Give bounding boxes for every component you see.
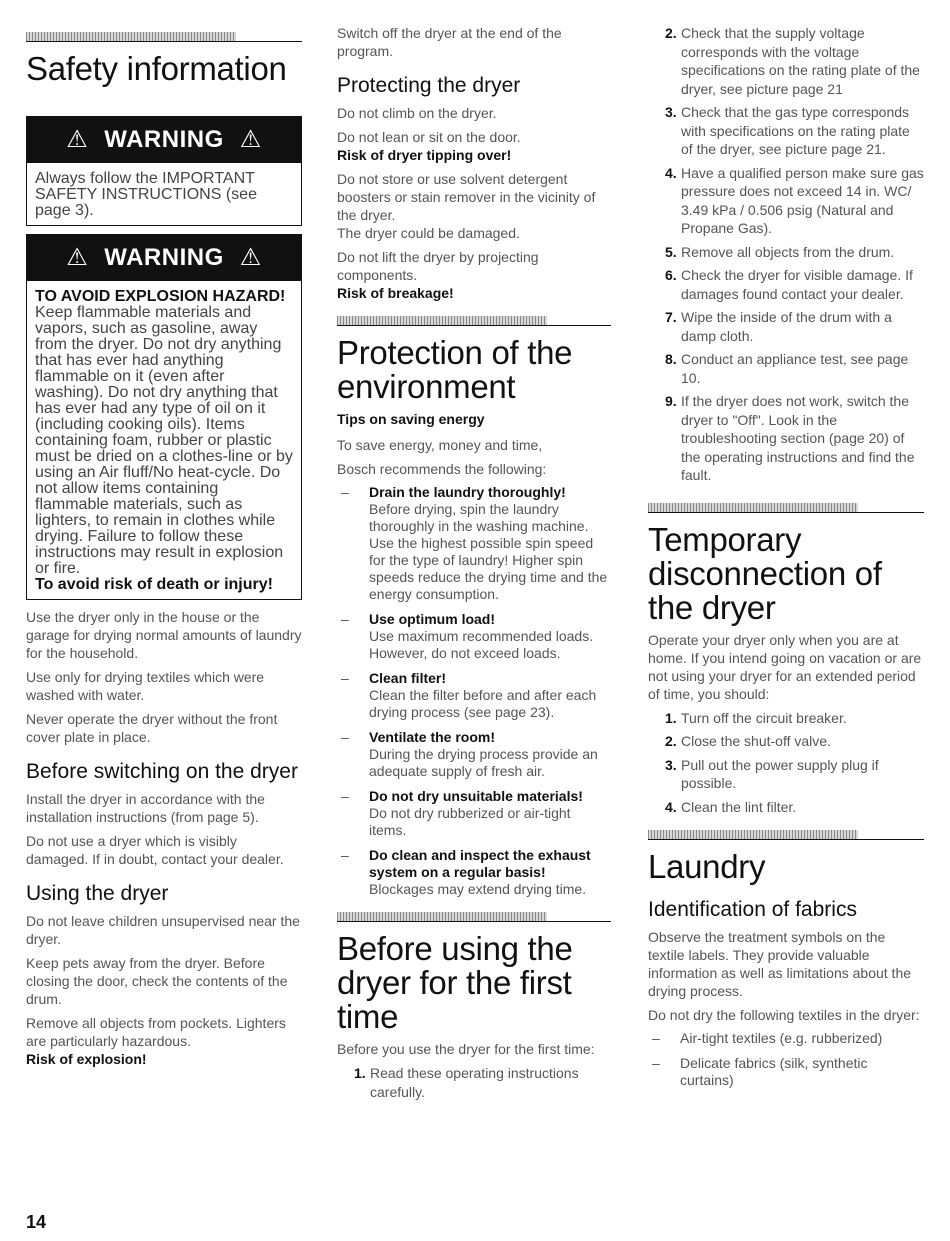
step-number: 4. [665,798,677,815]
tip-text: During the drying process provide an adequate supply of fresh air. [369,746,598,779]
step-item [648,392,924,485]
energy-tip-item [337,484,611,603]
warning-header [27,235,301,281]
tip-text: Before drying, spin the laundry thoroughly in the washing machine. Use the highest possible spin speed for the type of laundry! Higher spin speeds reduce the drying time and the energy consumption. [369,501,608,602]
step-number: 8. [665,351,677,367]
paragraph: Do not leave children unsupervised near the dryer. [26,913,300,947]
column-right [648,24,924,1097]
step-text: Wipe the inside of the drum with a damp cloth. [681,309,892,344]
fabric-list [648,1030,924,1089]
paragraph: The dryer could be damaged. [337,225,520,241]
tip-text: Blockages may extend drying time. [369,881,587,897]
step-text: Conduct an appliance test, see page 10. [681,351,909,386]
step-text: Clean the lint filter. [681,798,797,815]
step-item [648,709,924,728]
step-number: 2. [665,25,677,41]
heading-identification-of-fabrics: Identification of fabrics [648,898,857,921]
warning-content: Keep flammable materials and vapors, such as gasoline, away from the dryer. Do not dry anything that has ever had anything flammable on it (even after washing). Do not dry anything that has ever had any type of oil on it (including cooking oils). Items containing foam, rubber or plastic must be dried on a clothes-line or by using an Air fluff/No heat-cycle. Do not allow items containing flammable materials, such as lighters, to remain in clothes while drying. Failure to follow these instructions may result in explosion or fire. [35,304,293,577]
step-text: Close the shut-off valve. [681,733,831,749]
warning-label: WARNING [104,126,224,153]
title-laundry: Laundry [648,848,766,885]
step-item [648,798,924,817]
page-number: 14 [26,1212,47,1232]
warning-triangle-icon: ⚠ [66,126,89,153]
warning-text: Always follow the IMPORTANT SAFETY INSTRUCTIONS (see page 3). [35,170,257,219]
dash-bullet: – [652,1055,660,1071]
risk-note: Risk of breakage! [337,285,454,301]
tip-title: Do clean and inspect the exhaust system on a regular basis! [369,847,591,880]
step-item [648,24,924,98]
paragraph: Do not use a dryer which is visibly damaged. If in doubt, contact your dealer. [26,833,284,867]
heading-protecting-the-dryer: Protecting the dryer [337,74,521,97]
step-item [648,756,924,793]
paragraph: Do not store or use solvent detergent boosters or stain remover in the vicinity of the dryer. [337,171,596,223]
step-item [648,350,924,387]
paragraph: Observe the treatment symbols on the textile labels. They provide valuable information as well as limitations about the drying process. [648,929,912,999]
paragraph: Use only for drying textiles which were washed with water. [26,669,265,703]
step-number: 2. [665,733,677,749]
step-number: 3. [665,104,677,120]
title-temporary-disconnection: Temporary disconnection of the dryer [648,520,882,626]
step-text: If the dryer does not work, switch the dryer to "Off". Look in the troubleshooting section (page 20) of the operating instructions and find the fault. [681,393,915,483]
step-text: Check the dryer for visible damage. If damages found contact your dealer. [681,267,913,302]
step-text: Check that the gas type corresponds with specifications on the rating plate of the dryer, see picture page 21. [681,104,910,157]
paragraph: Do not lean or sit on the door. [337,129,521,145]
paragraph: Bosch recommends the following: [337,461,547,477]
warning-body [27,281,301,599]
disconnection-steps [648,709,924,817]
tip-title: Clean filter! [369,670,447,686]
dash-bullet: – [341,729,349,745]
step-item [648,308,924,345]
step-number: 9. [665,393,677,409]
fabric-text: Air-tight textiles (e.g. rubberized) [680,1030,883,1046]
energy-tip-item [337,611,611,662]
step-text: Check that the supply voltage corresponds with the voltage specifications on the rating plate of the dryer, see picture page 21 [681,25,920,97]
paragraph: Before you use the dryer for the first time: [337,1041,595,1057]
step-text: Pull out the power supply plug if possible. [681,756,879,791]
section-rule [337,316,611,330]
step-text: Turn off the circuit breaker. [681,709,847,726]
warning-footer: To avoid risk of death or injury! [35,576,273,593]
tip-text: Use maximum recommended loads. However, do not exceed loads. [369,628,594,661]
paragraph: Do not climb on the dryer. [337,105,497,121]
step-item [648,732,924,751]
step-item [648,243,924,262]
heading-before-switching-on: Before switching on the dryer [26,760,298,783]
warning-header [27,117,301,163]
energy-tip-item [337,670,611,721]
risk-note: Risk of dryer tipping over! [337,147,512,163]
step-number: 1. [665,709,677,726]
step-text: Remove all objects from the drum. [681,243,895,260]
title-safety-information: Safety information [26,50,287,87]
paragraph: Keep pets away from the dryer. Before closing the door, check the contents of the drum. [26,955,288,1007]
section-rule [26,32,302,46]
title-protection-of-environment: Protection of the environment [337,334,573,405]
paragraph: Install the dryer in accordance with the installation instructions (from page 5). [26,791,265,825]
step-item [648,164,924,238]
step-number: 5. [665,243,677,260]
fabric-item [648,1055,924,1089]
warning-triangle-icon: ⚠ [239,126,262,153]
warning-box-1 [26,116,302,226]
step-number: 4. [665,164,677,181]
first-use-steps [337,1064,611,1101]
step-item [337,1064,611,1101]
dash-bullet: – [341,670,349,686]
subheading-tips-energy: Tips on saving energy [337,411,485,427]
risk-note: Risk of explosion! [26,1051,147,1067]
tip-text: Do not dry rubberized or air-tight items. [369,805,571,838]
step-text: Read these operating instructions carefully. [370,1065,579,1100]
column-left [26,32,302,1074]
warning-box-2 [26,234,302,600]
paragraph: To save energy, money and time, [337,437,543,453]
step-text: Have a qualified person make sure gas pressure does not exceed 14 in. WC/ 3.49 kPa / 0.506 psig (Natural and Propane Gas). [681,164,924,236]
warning-triangle-icon: ⚠ [239,244,262,271]
dash-bullet: – [341,611,349,627]
warning-label: WARNING [104,244,224,271]
dash-bullet: – [652,1030,660,1046]
step-number: 3. [665,756,677,773]
energy-tip-item [337,788,611,839]
tip-title: Use optimum load! [369,611,496,627]
dash-bullet: – [341,847,349,863]
step-number: 6. [665,267,677,283]
paragraph: Switch off the dryer at the end of the program. [337,25,562,59]
energy-tips-list [337,484,611,898]
heading-using-the-dryer: Using the dryer [26,882,169,905]
tip-text: Clean the filter before and after each drying process (see page 23). [369,687,597,720]
fabric-item [648,1030,924,1047]
paragraph: Use the dryer only in the house or the garage for drying normal amounts of laundry for the household. [26,609,302,661]
tip-title: Do not dry unsuitable materials! [369,788,583,804]
first-use-steps-continued [648,24,924,485]
tip-title: Ventilate the room! [369,729,496,745]
paragraph: Never operate the dryer without the front cover plate in place. [26,711,278,745]
paragraph: Do not lift the dryer by projecting components. [337,249,539,283]
step-number: 1. [354,1065,366,1081]
tip-title: Drain the laundry thoroughly! [369,484,566,500]
energy-tip-item [337,847,611,898]
paragraph: Operate your dryer only when you are at home. If you intend going on vacation or are not using your dryer for an extended period of time, you should: [648,631,922,702]
section-rule [648,503,924,517]
paragraph: Do not dry the following textiles in the dryer: [648,1007,920,1023]
step-item [648,103,924,159]
warning-heading: TO AVOID EXPLOSION HAZARD! [35,288,286,305]
section-rule [337,912,611,926]
step-number: 7. [665,309,677,325]
step-item [648,266,924,303]
section-rule [648,830,924,844]
paragraph: Remove all objects from pockets. Lighters are particularly hazardous. [26,1015,286,1049]
title-before-using-first-time: Before using the dryer for the first time [337,930,573,1035]
energy-tip-item [337,729,611,780]
dash-bullet: – [341,484,349,500]
warning-triangle-icon: ⚠ [66,244,89,271]
column-middle [337,24,611,1107]
dash-bullet: – [341,788,349,804]
fabric-text: Delicate fabrics (silk, synthetic curtains) [680,1055,868,1088]
